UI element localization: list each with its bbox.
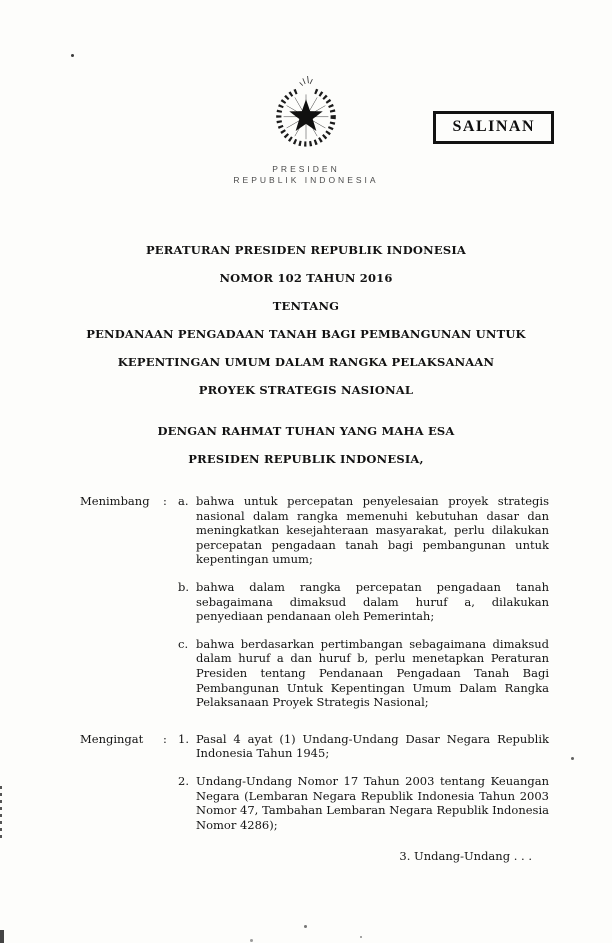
item-marker: a. xyxy=(178,494,189,508)
title-line-3: TENTANG xyxy=(272,299,340,313)
document-body xyxy=(80,494,549,845)
title-line-6: PROYEK STRATEGIS NASIONAL xyxy=(198,383,414,397)
spacer xyxy=(80,637,163,710)
item-text: Undang-Undang Nomor 17 Tahun 2003 tentang Keuangan Negara (Lembaran Negara Republik Indonesia Tahun 2003 Nomor 47, Tambahan Lembaran Negara Republik Indonesia Nomor 4286); xyxy=(196,773,549,832)
item-marker: b. xyxy=(178,579,190,594)
authority-line: PRESIDEN REPUBLIK INDONESIA, xyxy=(188,452,424,466)
item-text: bahwa untuk percepatan penyelesaian proyek strategis nasional dalam rangka memenuhi kebutuhan dasar dan meningkatkan kesejahteraan masyarakat, perlu dilakukan percepatan pengadaan tanah bagi pembangunan untuk kepentingan umum; xyxy=(196,494,549,567)
title-line-1: PERATURAN PRESIDEN REPUBLIK INDONESIA xyxy=(145,243,467,257)
scan-artifact-dot xyxy=(360,936,362,938)
mengingat-item-1 xyxy=(80,732,549,761)
menimbang-label: Menimbang xyxy=(80,494,150,508)
menimbang-item-b xyxy=(80,580,549,624)
presidential-emblem-icon xyxy=(266,68,346,160)
invocation-line: DENGAN RAHMAT TUHAN YANG MAHA ESA xyxy=(157,424,455,438)
menimbang-item-a xyxy=(80,494,549,567)
menimbang-item-c xyxy=(80,637,549,710)
salinan-stamp: SALINAN xyxy=(433,111,554,144)
title-line-4: PENDANAAN PENGADAAN TANAH BAGI PEMBANGUNAN UNTUK xyxy=(86,327,526,341)
section-gap xyxy=(80,723,549,732)
scan-artifact-edge-marks xyxy=(0,786,2,840)
scan-artifact-dot xyxy=(571,757,574,760)
item-marker: c. xyxy=(178,636,189,651)
letterhead xyxy=(0,164,612,186)
title-line-2: NOMOR 102 TAHUN 2016 xyxy=(219,271,393,285)
preamble-block xyxy=(0,424,612,480)
item-text: Pasal 4 ayat (1) Undang-Undang Dasar Negara Republik Indonesia Tahun 1945; xyxy=(196,731,549,761)
letterhead-line-presiden: PRESIDEN xyxy=(272,164,340,174)
letterhead-line-republik: REPUBLIK INDONESIA xyxy=(233,175,379,185)
spacer xyxy=(80,580,163,624)
item-text: bahwa dalam rangka percepatan pengadaan tanah sebagaimana dimaksud dalam huruf a, dilakukan penyediaan pendanaan oleh Pemerintah; xyxy=(196,579,549,624)
spacer xyxy=(80,774,163,832)
title-line-5: KEPENTINGAN UMUM DALAM RANGKA PELAKSANAAN xyxy=(117,355,495,369)
menimbang-colon: : xyxy=(163,494,167,508)
spacer xyxy=(163,774,178,832)
scan-artifact-corner xyxy=(0,930,4,943)
scan-artifact-dot xyxy=(304,925,307,928)
item-text: bahwa berdasarkan pertimbangan sebagaimana dimaksud dalam huruf a dan huruf b, perlu menetapkan Peraturan Presiden tentang Pendanaan Pengadaan Tanah Bagi Pembangunan Untuk Kepentingan Umum Dalam Rangka Pelaksanaan Proyek Strategis Nasional; xyxy=(196,636,549,710)
title-block xyxy=(0,243,612,411)
spacer xyxy=(163,637,178,710)
catchword: 3. Undang-Undang . . . xyxy=(399,849,532,863)
mengingat-item-2 xyxy=(80,774,549,832)
scan-artifact-dot xyxy=(250,939,253,942)
mengingat-colon: : xyxy=(163,731,167,746)
item-marker: 2. xyxy=(178,773,189,788)
mengingat-label: Mengingat xyxy=(80,731,144,746)
spacer xyxy=(163,580,178,624)
scan-artifact-dot xyxy=(71,54,74,57)
item-marker: 1. xyxy=(178,731,189,746)
